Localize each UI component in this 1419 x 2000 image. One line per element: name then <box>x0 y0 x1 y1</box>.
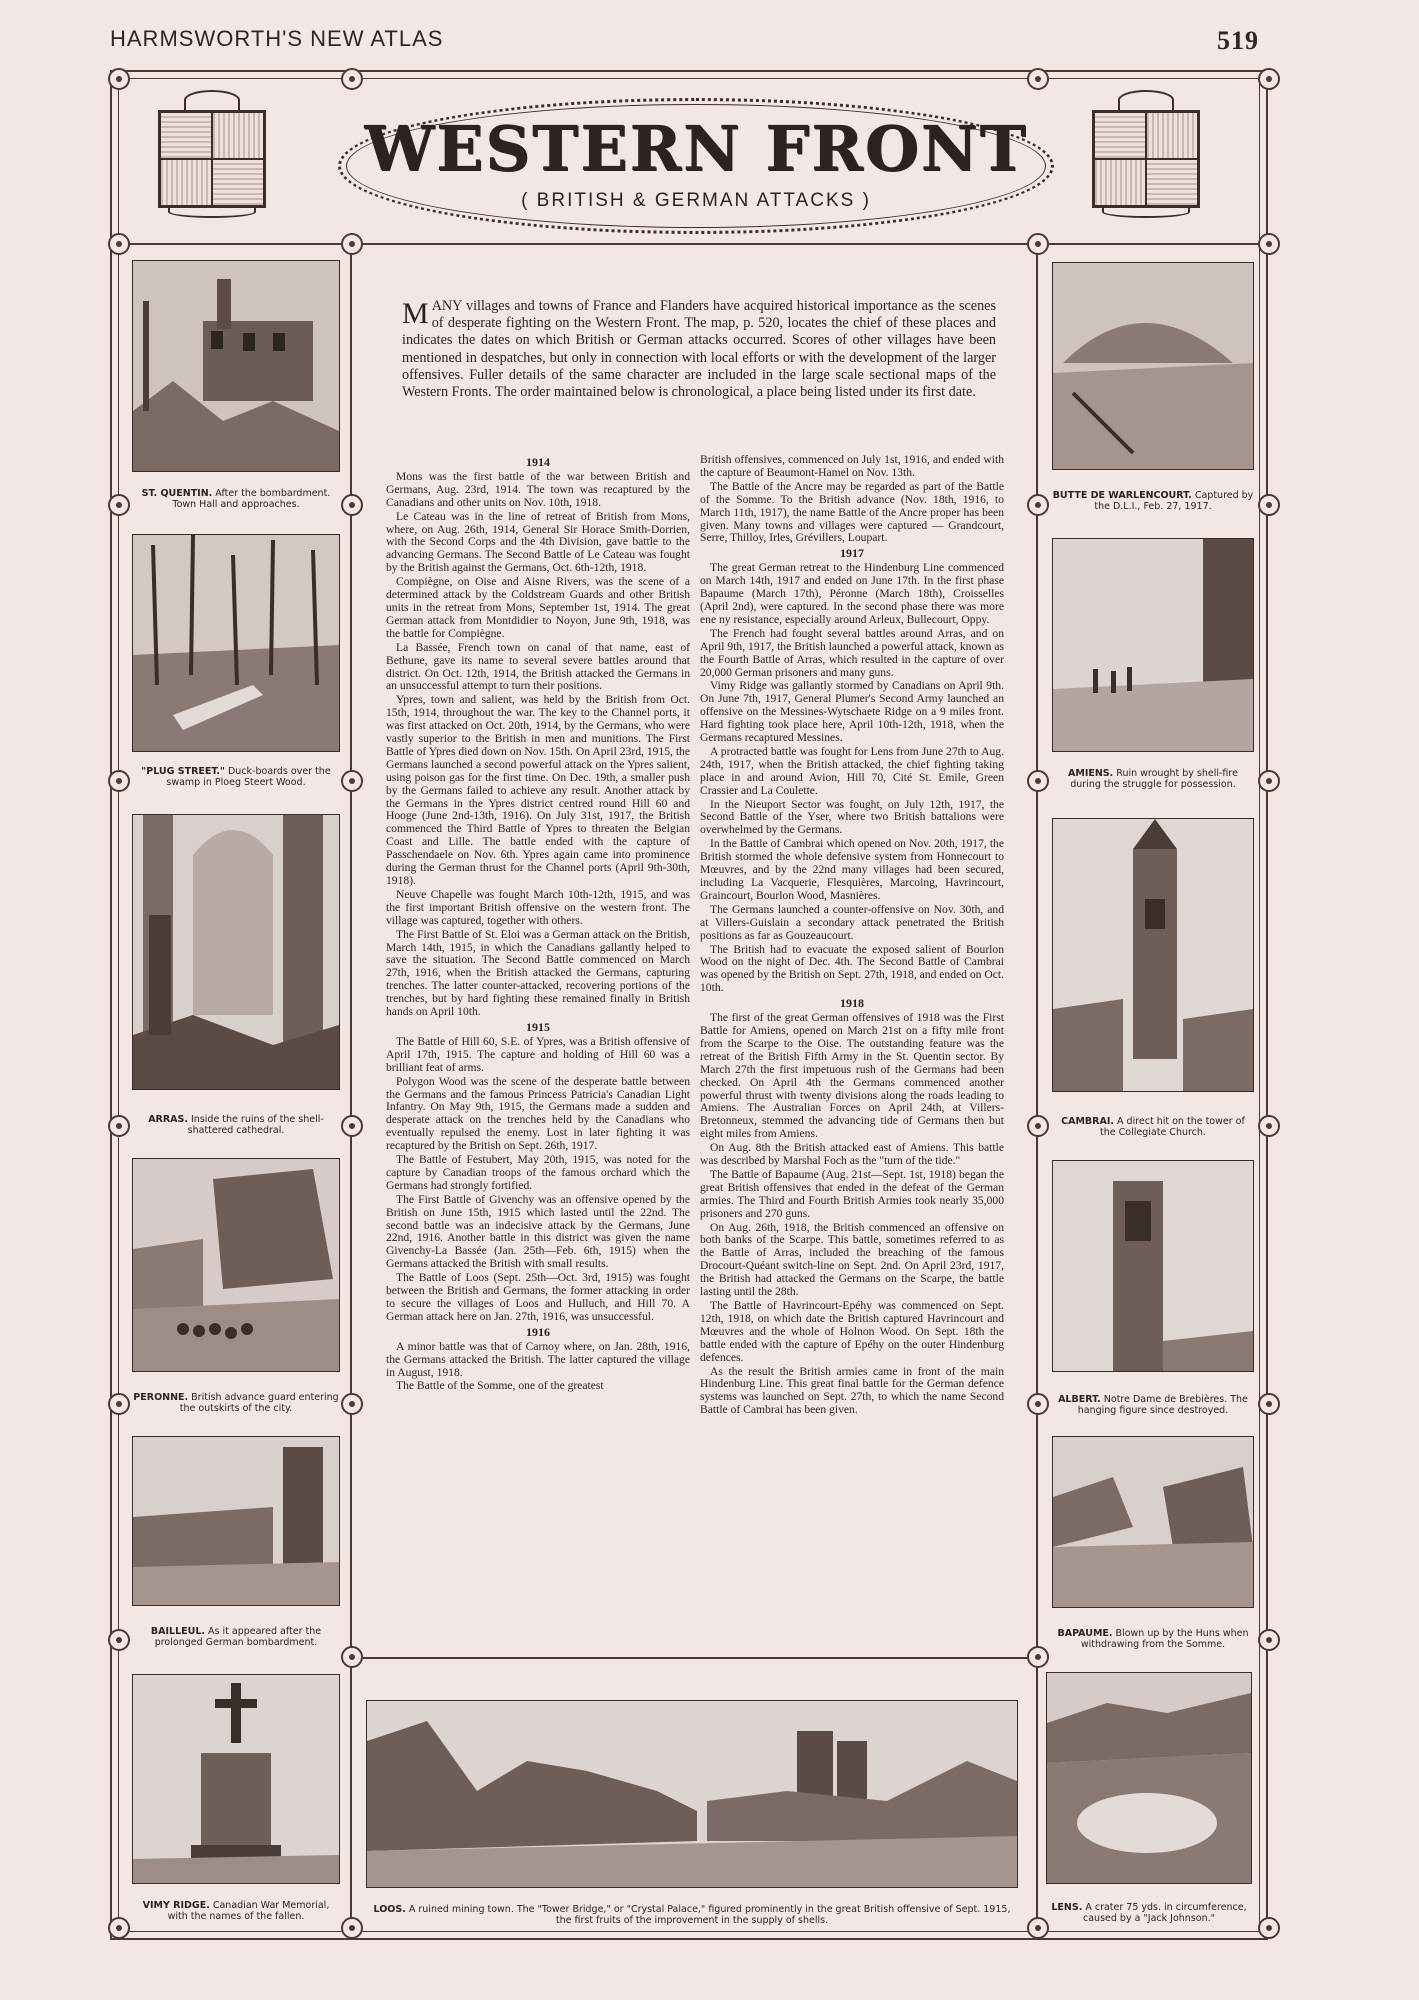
photo-butte-de-warlencourt <box>1052 262 1254 470</box>
rosette-ornament <box>1258 1629 1280 1651</box>
rosette-ornament <box>341 68 363 90</box>
photo-albert <box>1052 1160 1254 1372</box>
entry-counter-offensive: The Germans launched a counter-offensive on Nov. 30th, and at Villers-Guislain a secondary attack penetrated the British positions as far as Gouzeaucourt. <box>700 902 1004 942</box>
entry-le-cateau: Le Cateau was in the line of retreat of British from Mons, where, on Aug. 26th, 1914, General Sir Horace Smith-Dorrien, with the Second Corps and the 4th Division, gave battle to the advancing Germans. The Second Battle of Le Cateau was fought by the British against the Germans, Oct. 6th-12th, 1918. <box>386 509 690 575</box>
publication-title: HARMSWORTH'S NEW ATLAS <box>110 26 444 51</box>
caption-bapaume: BAPAUME. Blown up by the Huns when withdrawing from the Somme. <box>1057 1628 1249 1650</box>
rosette-ornament <box>108 770 130 792</box>
rosette-ornament <box>341 1917 363 1939</box>
year-heading: 1918 <box>840 996 864 1011</box>
caption-amiens: AMIENS. Ruin wrought by shell-fire during the struggle for possession. <box>1068 768 1238 790</box>
rosette-ornament <box>108 68 130 90</box>
intro-paragraph: MANY villages and towns of France and Flanders have acquired historical importance as the scenes of desperate fighting on the Western Front. The map, p. 520, locates the chief of these places and indicates the dates on which British or German attacks occurred. Scores of other villages have been mentioned in despatches, but only in connection with local efforts or with the development of the larger offensives. Fuller details of the same character are included in the large scale sectional maps of the Western Fronts. The order maintained below is chronological, a place being listed under its first date. <box>402 297 996 401</box>
entry-ypres: Ypres, town and salient, was held by the British from Oct. 15th, 1914, throughout the war. The key to the Channel ports, it was first attacked on Oct. 20th, 1914, by the Germans, who were vastly superior to the British in men and munitions. The First Battle of Ypres died down on Nov. 15th. On April 23rd, 1915, the Germans launched a second powerful attack on the Ypres salient, using poison gas for the first time. On Dec. 19th, a smaller push by the Germans failed to achieve any result. Another attack by the Germans in the Ypres district centred round Hill 60 and Hooge (June 2nd-13th, 1916). On July 31st, 1917, the British commenced the Third Battle of Ypres to threaten the Belgian Coast and Lille. The battle ended with the capture of Passchendaele on Nov. 6th. Ypres again came into prominence during the German thrust for the Channel ports (April 9th-30th, 1918). <box>386 693 690 887</box>
royal-arms-emblem <box>1078 90 1214 218</box>
photo-lens-crater <box>1046 1672 1252 1884</box>
title-band-rule <box>110 243 1268 245</box>
rosette-ornament <box>341 1115 363 1137</box>
rosette-ornament <box>1258 1393 1280 1415</box>
entry-carnoy: A minor battle was that of Carnoy where, on Jan. 28th, 1916, the Germans attacked the British. The latter captured the village in August, 1918. <box>386 1339 690 1379</box>
photo-peronne <box>132 1158 340 1372</box>
entry-havrincourt-epehy: The Battle of Havrincourt-Epéhy was commenced on Sept. 12th, 1918, on which date the British captured Havrincourt and Mœuvres and the whole of Holnon Wood. On Sept. 18th the battle ended with the capture of Epéhy on the outer Hindenburg defences. <box>700 1299 1004 1364</box>
entry-amiens-aug: On Aug. 8th the British attacked east of Amiens. This battle was described by Marshal Foch as the "turn of the tide." <box>700 1141 1004 1168</box>
entry-nieuport: In the Nieuport Sector was fought, on July 12th, 1917, the Second Battle of the Yser, where two British battalions were overwhelmed by the Germans. <box>700 797 1004 837</box>
page-subtitle: ( BRITISH & GERMAN ATTACKS ) <box>521 190 871 211</box>
rosette-ornament <box>341 1393 363 1415</box>
entry-hill-60: The Battle of Hill 60, S.E. of Ypres, was a British offensive of April 17th, 1915. The capture and holding of Hill 60 was a brilliant feat of arms. <box>386 1034 690 1074</box>
entry-cambrai: In the Battle of Cambrai which opened on Nov. 20th, 1917, the British stormed the whole defensive system from Honnecourt to Mœuvres, and by the 22nd many villages had been secured, including La Vacquerie, Flesquières, Marcoing, Havrincourt, Graincourt, Bourlon Wood, Masnières. <box>700 837 1004 902</box>
caption-butte-de-warlencourt: BUTTE DE WARLENCOURT. Captured by the D.L.I., Feb. 27, 1917. <box>1052 490 1254 512</box>
caption-st-quentin: ST. QUENTIN. After the bombardment. Town Hall and approaches. <box>141 488 331 510</box>
photo-bapaume <box>1052 1436 1254 1608</box>
entry-compiegne: Compiègne, on Oise and Aisne Rivers, was the scene of a determined attack by the Coldstream Guards and other British units in the retreat from Mons, September 1st, 1914. The great German attack from Montdidier to Noyon, June 9th, 1918, was the battle for Compiègne. <box>386 575 690 640</box>
year-heading: 1917 <box>840 546 864 561</box>
year-heading: 1914 <box>526 455 550 469</box>
entry-bapaume: The Battle of Bapaume (Aug. 21st—Sept. 1st, 1918) began the great British offensives that ended in the defeat of the German armies. The Third and Fourth British Armies took nearly 35,000 prisoners and 270 guns. <box>700 1167 1004 1220</box>
bottom-band-rule <box>350 1657 1038 1659</box>
photo-amiens <box>1052 538 1254 752</box>
page-title: WESTERN FRONT <box>364 112 1028 185</box>
royal-arms-emblem <box>144 90 280 218</box>
year-heading: 1916 <box>526 1324 550 1339</box>
photo-bailleul <box>132 1436 340 1606</box>
caption-vimy-ridge: VIMY RIDGE. Canadian War Memorial, with the names of the fallen. <box>142 1900 330 1922</box>
photo-arras <box>132 814 340 1090</box>
rosette-ornament <box>1258 494 1280 516</box>
entry-neuve-chapelle: Neuve Chapelle was fought March 10th-12th, 1915, and was the first important British offensive on the western front. The village was captured, together with others. <box>386 887 690 927</box>
rosette-ornament <box>341 233 363 255</box>
entry-st-eloi: The First Battle of St. Eloi was a German attack on the British, March 14th, 1915, in which the Canadians gallantly helped to save the situation. The Second Battle commenced on March 27th, 1916, when the British attacked the Germans, capturing trenches. The latter counter-attacked, recovering portions of the trenches, but by hard fighting these remained finally in British hands on April 10th. <box>386 927 690 1019</box>
rosette-ornament <box>341 770 363 792</box>
rosette-ornament <box>1258 233 1280 255</box>
rosette-ornament <box>1027 770 1049 792</box>
caption-arras: ARRAS. Inside the ruins of the shell-shattered cathedral. <box>148 1114 324 1136</box>
caption-albert: ALBERT. Notre Dame de Brebières. The hanging figure since destroyed. <box>1058 1394 1248 1416</box>
rosette-ornament <box>108 233 130 255</box>
entry-hindenburg-line: As the result the British armies came in front of the main Hindenburg Line. This great final battle for the German defence systems was launched on Sept. 27th, to which the name Second Battle of Cambrai has been given. <box>700 1364 1004 1417</box>
photo-cambrai <box>1052 818 1254 1092</box>
caption-bailleul: BAILLEUL. As it appeared after the prolonged German bombardment. <box>150 1626 322 1648</box>
entry-hindenburg-retreat: The great German retreat to the Hindenburg Line commenced on March 14th, 1917 and ended on June 17th. In the first phase Bapaume (March 17th), Péronne (March 18th), Croisselles (April 2nd), were captured. In the second phase there was more ene ny resistance, especially around Arleux, Bullecourt, Oppy. <box>700 561 1004 626</box>
entry-amiens: The first of the great German offensives of 1918 was the First Battle for Amiens, opened on March 21st on a fifty mile front from the Scarpe to the Oise. The outstanding feature was the retreat of the British Fifth Army in the St. Quentin sector. By March 27th the first impetuous rush of the Germans had been checked. On April 4th the Germans commenced another powerful thrust with twenty divisions along the roads leading to Amiens. The Australian Forces on April 24th, at Villers-Bretonneux, stemmed the advancing tide of Germans then but eight miles from Amiens. <box>700 1011 1004 1141</box>
entry-loos: The Battle of Loos (Sept. 25th—Oct. 3rd, 1915) was fought between the British and Germans, the former attacking in order to secure the villages of Loos and Hulluch, and Hill 70. A German attack here on Jan. 27th, 1916, was unsuccessful. <box>386 1271 690 1323</box>
photo-plug-street <box>132 534 340 752</box>
entry-scarpe: On Aug. 26th, 1918, the British commenced an offensive on both banks of the Scarpe. This battle, sometimes referred to as the Battle of Arras, included the breaching of the famous Drocourt-Quéant switch-line on Sept. 2nd. On April 23rd, 1917, the British had attacked the Germans on the Scarpe, the battle lasting until the 28th. <box>700 1220 1004 1299</box>
caption-lens: LENS. A crater 75 yds. in circumference, caused by a "Jack Johnson." <box>1051 1902 1247 1924</box>
rosette-ornament <box>341 494 363 516</box>
entry-lens: A protracted battle was fought for Lens from June 27th to Aug. 24th, 1917, when the British attacked, the chief fighting taking place in and around Avion, Hill 70, Cité St. Emile, Green Crassier and La Coulette. <box>700 744 1004 797</box>
rosette-ornament <box>108 1393 130 1415</box>
caption-cambrai: CAMBRAI. A direct hit on the tower of the Collegiate Church. <box>1061 1116 1245 1138</box>
entry-somme: The Battle of the Somme, one of the greatest <box>396 1379 604 1393</box>
page-number: 519 <box>1217 26 1259 55</box>
entry-festubert: The Battle of Festubert, May 20th, 1915, was noted for the capture by Canadian troops of the famous orchard which the Germans had strongly fortified. <box>386 1153 690 1192</box>
entry-vimy-ridge: Vimy Ridge was gallantly stormed by Canadians on April 9th. On June 7th, 1917, General Plumer's Second Army launched an offensive on the Messines-Wytschaete Ridge on a 9 miles front. Hard fighting took place here, April 10th-12th, 1918, when the Germans recaptured Messines. <box>700 679 1004 745</box>
rosette-ornament <box>1258 68 1280 90</box>
entry-ancre: The Battle of the Ancre may be regarded as part of the Battle of the Somme. To the British advance (Nov. 18th, 1916, to March 11th, 1917), the name Battle of the Ancre proper has been given. Many towns and villages were captured — Grandcourt, Serre, Thilloy, Irles, Grévillers, Loupart. <box>700 479 1004 545</box>
rosette-ornament <box>108 1917 130 1939</box>
rosette-ornament <box>1027 494 1049 516</box>
entry-la-bassee: La Bassée, French town on canal of that name, east of Bethune, gave its name to several severe battles around that district. On Oct. 12th, 1914, the British attacked the Germans in an unsuccessful attempt to turn their positions. <box>386 640 690 693</box>
entry-somme-cont: British offensives, commenced on July 1st, 1916, and ended with the capture of Beaumont-Hamel on Nov. 13th. <box>700 453 1004 479</box>
rosette-ornament <box>341 1646 363 1668</box>
rosette-ornament <box>1027 1646 1049 1668</box>
entry-givenchy: The First Battle of Givenchy was an offensive opened by the British on June 15th, 1915 which lasted until the 22nd. The second battle was an indecisive attack by the Germans, June 22nd, 1916. Another battle in this district was given the name Givenchy-La Bassée (Jan. 25th—Feb. 6th, 1915) when the Germans attacked the British with small results. <box>386 1192 690 1271</box>
photo-loos-panorama <box>366 1700 1018 1888</box>
entry-bourlon-wood: The British had to evacuate the exposed salient of Bourlon Wood on the night of Dec. 4th. The Second Battle of Cambrai was opened by the British on Sept. 27th, 1918, and ended on Oct. 10th. <box>700 942 1004 995</box>
rosette-ornament <box>108 1115 130 1137</box>
photo-vimy-memorial <box>132 1674 340 1884</box>
caption-plug-street: "PLUG STREET." Duck-boards over the swamp in Ploeg Steert Wood. <box>141 766 331 788</box>
entry-mons: Mons was the first battle of the war between British and Germans, Aug. 23rd, 1914. The town was recaptured by the Canadians and other units on Nov. 10th, 1918. <box>386 469 690 509</box>
rosette-ornament <box>108 494 130 516</box>
intro-drop-cap: M <box>402 297 429 330</box>
rosette-ornament <box>108 1629 130 1651</box>
rosette-ornament <box>1027 233 1049 255</box>
rosette-ornament <box>1258 1917 1280 1939</box>
photo-st-quentin <box>132 260 340 472</box>
entry-polygon-wood: Polygon Wood was the scene of the desperate battle between the Germans and the famous Princess Patricia's Canadian Light Infantry. On May 9th, 1915, the Germans made a sudden and desperate attack on the trenches held by the Canadians who eventually repulsed the enemy. Lost in later fighting it was recaptured by the British on Sept. 26th, 1917. <box>386 1074 690 1153</box>
rosette-ornament <box>1027 1115 1049 1137</box>
rosette-ornament <box>1027 1393 1049 1415</box>
rosette-ornament <box>1258 770 1280 792</box>
text-column-2 <box>700 454 1004 1418</box>
caption-peronne: PERONNE. British advance guard entering the outskirts of the city. <box>133 1392 339 1414</box>
year-heading: 1915 <box>526 1019 550 1034</box>
rosette-ornament <box>1258 1115 1280 1137</box>
entry-arras: The French had fought several battles around Arras, and on April 9th, 1917, the British launched a powerful attack, known as the Fourth Battle of Arras, which resulted in the capture of over 20,000 German prisoners and many guns. <box>700 626 1004 679</box>
text-column-1 <box>386 454 690 1394</box>
caption-loos: LOOS. A ruined mining town. The "Tower Bridge," or "Crystal Palace," figured prominently in the great British offensive of Sept. 1915, the first fruits of the improvement in the supply of shells. <box>373 1904 1011 1926</box>
rosette-ornament <box>1027 68 1049 90</box>
